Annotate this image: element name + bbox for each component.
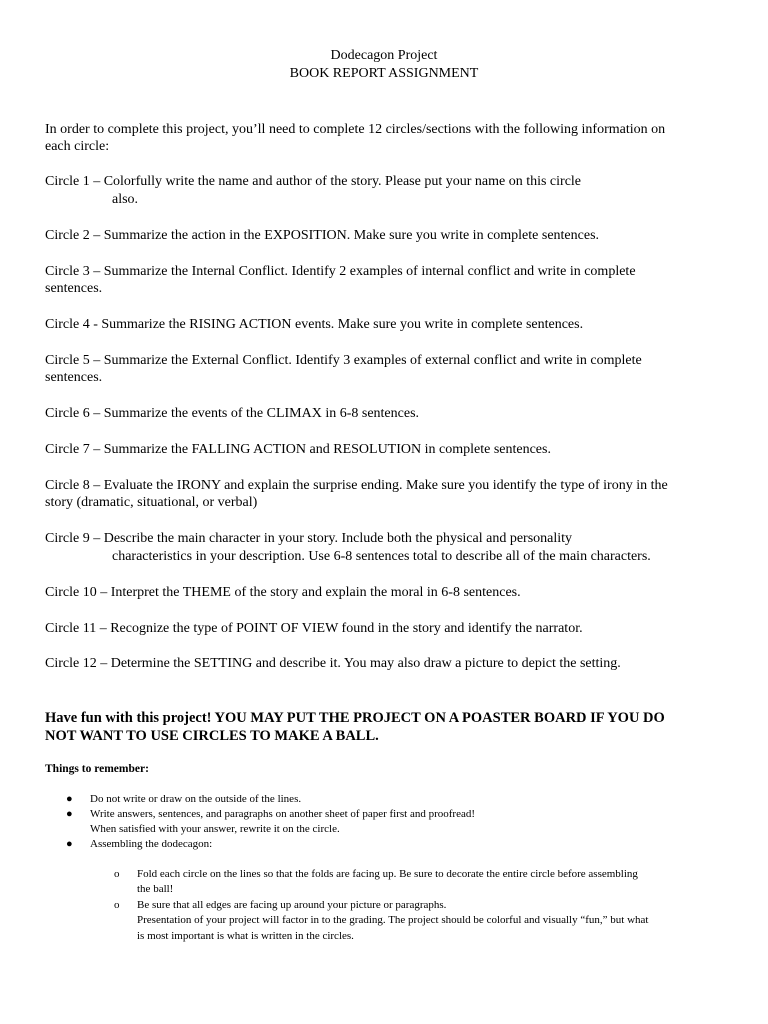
assignment-title: BOOK REPORT ASSIGNMENT bbox=[289, 66, 479, 81]
circle-5-line-2: sentences. bbox=[45, 370, 103, 385]
circle-1-line-1: Circle 1 – Colorfully write the name and author of the story. Please put your name on this circle bbox=[45, 174, 582, 189]
project-title: Dodecagon Project bbox=[330, 48, 438, 63]
remember-heading: Things to remember: bbox=[45, 763, 149, 775]
circle-3-line-2: sentences. bbox=[45, 281, 103, 296]
circle-9-line-1: Circle 9 – Describe the main character in your story. Include both the physical and personality bbox=[45, 531, 573, 546]
circle-10: Circle 10 – Interpret the THEME of the story and explain the moral in 6-8 sentences. bbox=[45, 585, 521, 600]
sub-item-text: Be sure that all edges are facing up around your picture or paragraphs. bbox=[137, 899, 447, 911]
circle-11: Circle 11 – Recognize the type of POINT OF VIEW found in the story and identify the narrator. bbox=[45, 621, 583, 636]
circle-8-line-2: story (dramatic, situational, or verbal) bbox=[45, 495, 258, 510]
circle-5-line-1: Circle 5 – Summarize the External Conflict. Identify 3 examples of external conflict and write in complete bbox=[45, 353, 642, 368]
circle-8-line-1: Circle 8 – Evaluate the IRONY and explain the surprise ending. Make sure you identify the type of irony in the bbox=[45, 478, 668, 493]
circle-3-line-1: Circle 3 – Summarize the Internal Conflict. Identify 2 examples of internal conflict and write in complete bbox=[45, 264, 636, 279]
fun-line-1: Have fun with this project! YOU MAY PUT THE PROJECT ON A POASTER BOARD IF YOU DO bbox=[45, 710, 665, 726]
circle-4: Circle 4 - Summarize the RISING ACTION events. Make sure you write in complete sentences. bbox=[45, 317, 584, 332]
sub-item-line-2: the ball! bbox=[137, 883, 174, 895]
bullet-text: Do not write or draw on the outside of the lines. bbox=[90, 793, 302, 805]
presentation-line-1: Presentation of your project will factor in to the grading. The project should be colorful and visually “fun,” but what bbox=[137, 914, 649, 926]
bullet-icon: ● bbox=[66, 808, 73, 820]
sub-item-line-1: Fold each circle on the lines so that the folds are facing up. Be sure to decorate the entire circle before assembling bbox=[137, 868, 638, 880]
bullet-continuation: When satisfied with your answer, rewrite it on the circle. bbox=[90, 823, 340, 835]
circle-bullet-icon: o bbox=[114, 899, 120, 911]
circle-2: Circle 2 – Summarize the action in the EXPOSITION. Make sure you write in complete sentences. bbox=[45, 228, 600, 243]
circle-12: Circle 12 – Determine the SETTING and describe it. You may also draw a picture to depict the setting. bbox=[45, 656, 621, 671]
bullet-text: Write answers, sentences, and paragraphs on another sheet of paper first and proofread! bbox=[90, 808, 476, 820]
circle-bullet-icon: o bbox=[114, 868, 120, 880]
bullet-text: Assembling the dodecagon: bbox=[90, 838, 213, 850]
circle-7: Circle 7 – Summarize the FALLING ACTION and RESOLUTION in complete sentences. bbox=[45, 442, 551, 457]
circle-1-line-2: also. bbox=[112, 192, 139, 207]
bullet-icon: ● bbox=[66, 793, 73, 805]
intro-line-1: In order to complete this project, you’ll need to complete 12 circles/sections with the following information on bbox=[45, 122, 666, 137]
intro-line-2: each circle: bbox=[45, 139, 110, 154]
circle-6: Circle 6 – Summarize the events of the CLIMAX in 6-8 sentences. bbox=[45, 406, 420, 421]
bullet-icon: ● bbox=[66, 838, 73, 850]
circle-9-line-2: characteristics in your description. Use 6-8 sentences total to describe all of the main characters. bbox=[112, 549, 651, 564]
presentation-line-2: is most important is what is written in the circles. bbox=[137, 930, 354, 942]
fun-line-2: NOT WANT TO USE CIRCLES TO MAKE A BALL. bbox=[45, 728, 379, 744]
